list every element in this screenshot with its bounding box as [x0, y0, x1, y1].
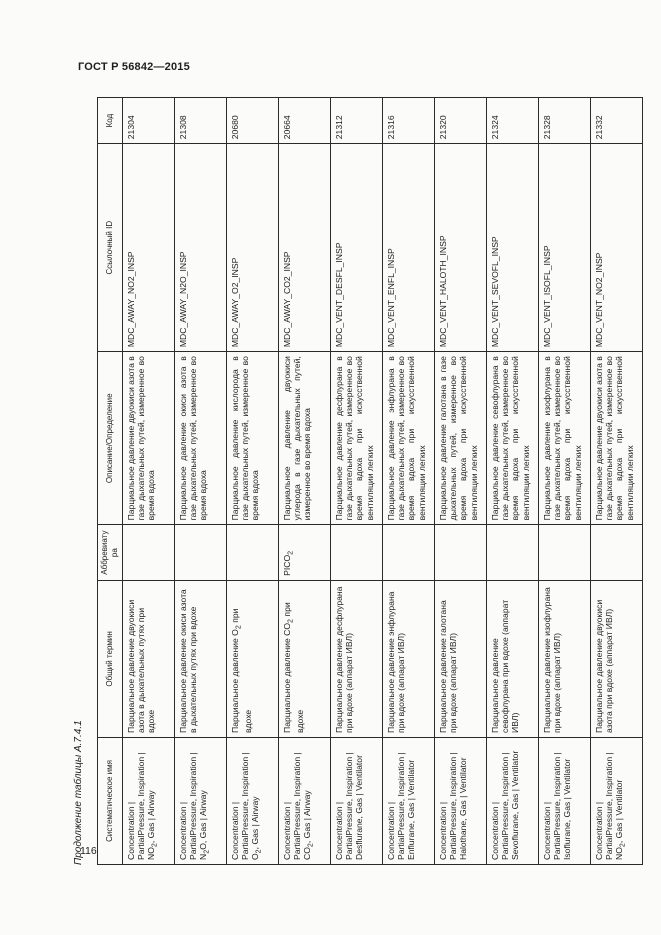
code-cell: 21304: [122, 98, 174, 144]
common-term-cell: [122, 580, 174, 737]
systematic-name-text: Concentration | PartialPressure, Inspiration | Isoflurane, Gas | Ventilator: [541, 752, 573, 860]
systematic-name-text: Concentration | PartialPressure, Inspiration | O: [229, 752, 261, 860]
code-cell: 21312: [330, 98, 382, 144]
common-term-text: Парциальное давление окиси азота в дыхательных путях при вдохе: [177, 589, 198, 733]
table-row: [590, 98, 642, 865]
description-cell: Парциальное давление двуокиси азота в газе дыхательных путей, измеренное во время вдоха: [122, 352, 174, 525]
common-term-cell: [590, 580, 642, 737]
common-term-text: Парциальное давление O: [229, 629, 240, 733]
abbreviation-cell: [486, 525, 538, 580]
header-description: Описание/Определение: [98, 352, 123, 525]
common-term-text: Парциальное давление десфлурана при вдохе (аппарат ИВЛ): [333, 586, 354, 733]
reference-id-cell: MDC_AWAY_N2O_INSP: [174, 144, 226, 352]
table-row: [486, 98, 538, 865]
systematic-name-text-tail: , Gas | Airway: [146, 790, 157, 844]
code-cell: 21320: [434, 98, 486, 144]
systematic-name-cell: [590, 737, 642, 864]
table-row: [122, 98, 174, 865]
code-cell: 21324: [486, 98, 538, 144]
reference-id-cell: MDC_VENT_DESFL_INSP: [330, 144, 382, 352]
reference-id-cell: MDC_VENT_ENFL_INSP: [382, 144, 434, 352]
subscript: 2: [619, 843, 628, 848]
systematic-name-cell: [330, 737, 382, 864]
header-code: Код: [98, 98, 123, 144]
reference-id-cell: MDC_AWAY_CO2_INSP: [278, 144, 330, 352]
common-term-cell: [538, 580, 590, 737]
systematic-name-text: Concentration | PartialPressure, Inspiration | Halothane, Gas | Ventilator: [437, 752, 469, 860]
data-table: [97, 97, 643, 865]
systematic-name-cell: [122, 737, 174, 864]
description-cell: Парциальное давление галотана в газе дыхательных путей, измеренное во время вдоха при искусственной вентиляции легких: [434, 352, 486, 525]
reference-id-cell: MDC_VENT_SEVOFL_INSP: [486, 144, 538, 352]
table-caption: Продолжение таблицы А.7.4.1: [73, 720, 84, 865]
reference-id-cell: MDC_AWAY_O2_INSP: [226, 144, 278, 352]
common-term-text: Парциальное давление двуокиси азота при вдохе (аппарат ИВЛ): [593, 599, 614, 733]
common-term-cell: [278, 580, 330, 737]
table-row: [538, 98, 590, 865]
abbreviation-cell: [434, 525, 486, 580]
systematic-name-text: Concentration | PartialPressure, Inspiration | Enflurane, Gas | Ventilator: [385, 752, 417, 860]
systematic-name-text: Concentration | PartialPressure, Inspiration | NO: [593, 752, 625, 860]
subscript: 2: [307, 843, 316, 848]
common-term-cell: [174, 580, 226, 737]
systematic-name-text-tail: O, Gas | Airway: [198, 790, 209, 850]
systematic-name-text-tail: , Gas | Airway: [250, 796, 261, 850]
table-row: [434, 98, 486, 865]
reference-id-cell: MDC_VENT_NO2_INSP: [590, 144, 642, 352]
description-cell: Парциальное давление окиси азота в газе дыхательных путей, измеренное во время вдоха: [174, 352, 226, 525]
common-term-cell: [330, 580, 382, 737]
code-cell: 21316: [382, 98, 434, 144]
table-row: [278, 98, 330, 865]
subscript: 2: [234, 625, 243, 630]
table-row: [226, 98, 278, 865]
reference-id-cell: MDC_VENT_ISOFL_INSP: [538, 144, 590, 352]
description-cell: Парциальное давление кислорода в газе дыхательных путей, измеренное во время вдоха: [226, 352, 278, 525]
header-systematic-name: Систематическое имя: [98, 737, 123, 864]
systematic-name-text-tail: , Gas | Airway: [302, 790, 313, 844]
common-term-text: Парциальное давление изофлурана при вдохе (аппарат ИВЛ): [541, 587, 562, 733]
systematic-name-cell: [226, 737, 278, 864]
table-row: [382, 98, 434, 865]
subscript: 2: [286, 550, 295, 555]
systematic-name-cell: [174, 737, 226, 864]
header-common-term: Общий термин: [98, 580, 123, 737]
abbreviation-cell: [278, 525, 330, 580]
code-cell: 20664: [278, 98, 330, 144]
abbreviation-cell: [538, 525, 590, 580]
systematic-name-cell: [382, 737, 434, 864]
subscript: 2: [286, 618, 295, 623]
common-term-text: Парциальное давление энфлурана при вдохе (аппарат ИВЛ): [385, 591, 406, 733]
abbreviation-cell: [122, 525, 174, 580]
header-abbreviation: Аббревиатура: [98, 525, 123, 580]
reference-id-cell: MDC_VENT_HALOTH_INSP: [434, 144, 486, 352]
description-cell: Парциальное давление десфлурана в газе дыхательных путей, измеренное во время вдоха при искусственной вентиляции легких: [330, 352, 382, 525]
abbreviation-cell: [382, 525, 434, 580]
description-cell: Парциальное давление двуокиси азота в газе дыхательных путей, измеренное во время вдоха при искусственной вентиляции легких: [590, 352, 642, 525]
common-term-text: Парциальное давление двуокиси азота в дыхательных путях при вдохе: [125, 599, 157, 733]
common-term-text-tail: при вдохе: [281, 602, 305, 733]
code-cell: 21328: [538, 98, 590, 144]
systematic-name-text-tail: , Gas | Ventilator: [614, 779, 625, 844]
common-term-text: Парциальное давление CO: [281, 622, 292, 733]
table-header-row: [98, 98, 123, 865]
description-cell: Парциальное давление энфлурана в газе дыхательных путей, измеренное во время вдоха при искусственной вентиляции легких: [382, 352, 434, 525]
table-body: [122, 98, 642, 865]
systematic-name-text: Concentration | PartialPressure, Inspiration | N: [177, 752, 209, 860]
page-number: 116: [80, 845, 97, 857]
abbreviation-cell: [174, 525, 226, 580]
abbreviation-cell: [590, 525, 642, 580]
systematic-name-cell: [538, 737, 590, 864]
systematic-name-text: Concentration | PartialPressure, Inspiration | Desflurane, Gas | Ventilator: [333, 752, 365, 860]
common-term-text: Парциальное давление севофлурана при вдохе (аппарат ИВЛ): [489, 599, 521, 733]
common-term-text-tail: при вдохе: [229, 608, 253, 733]
document-header: ГОСТ Р 56842—2015: [78, 61, 190, 73]
reference-id-cell: MDC_AWAY_NO2_INSP: [122, 144, 174, 352]
common-term-cell: [486, 580, 538, 737]
abbreviation-cell: [330, 525, 382, 580]
common-term-text: Парциальное давление галотана при вдохе (аппарат ИВЛ): [437, 600, 458, 733]
description-cell: Парциальное давление изофлурана в газе дыхательных путей, измеренное во время вдоха при искусственной вентиляции легких: [538, 352, 590, 525]
systematic-name-text: Concentration | PartialPressure, Inspiration | Sevoflurane, Gas | Ventilator: [489, 750, 521, 860]
code-cell: 21332: [590, 98, 642, 144]
common-term-cell: [434, 580, 486, 737]
subscript: 2: [255, 849, 264, 854]
table-row: [330, 98, 382, 865]
description-cell: Парциальное давление севофлурана в газе дыхательных путей, измеренное во время вдоха при искусственной вентиляции легких: [486, 352, 538, 525]
table-row: [174, 98, 226, 865]
systematic-name-cell: [486, 737, 538, 864]
code-cell: 20680: [226, 98, 278, 144]
common-term-cell: [226, 580, 278, 737]
abbreviation-text: PICO: [281, 554, 292, 576]
systematic-name-cell: [278, 737, 330, 864]
rotated-table-area: [71, 95, 635, 865]
subscript: 2: [203, 849, 212, 854]
code-cell: 21308: [174, 98, 226, 144]
subscript: 2: [151, 843, 160, 848]
common-term-cell: [382, 580, 434, 737]
systematic-name-text: Concentration | PartialPressure, Inspiration | CO: [281, 752, 313, 860]
systematic-name-text: Concentration | PartialPressure, Inspiration | NO: [125, 752, 157, 860]
systematic-name-cell: [434, 737, 486, 864]
abbreviation-cell: [226, 525, 278, 580]
header-reference-id: Ссылочный ID: [98, 144, 123, 352]
description-cell: Парциальное давление двуокиси углерода в газе дыхательных путей, измеренное во время вдоха: [278, 352, 330, 525]
